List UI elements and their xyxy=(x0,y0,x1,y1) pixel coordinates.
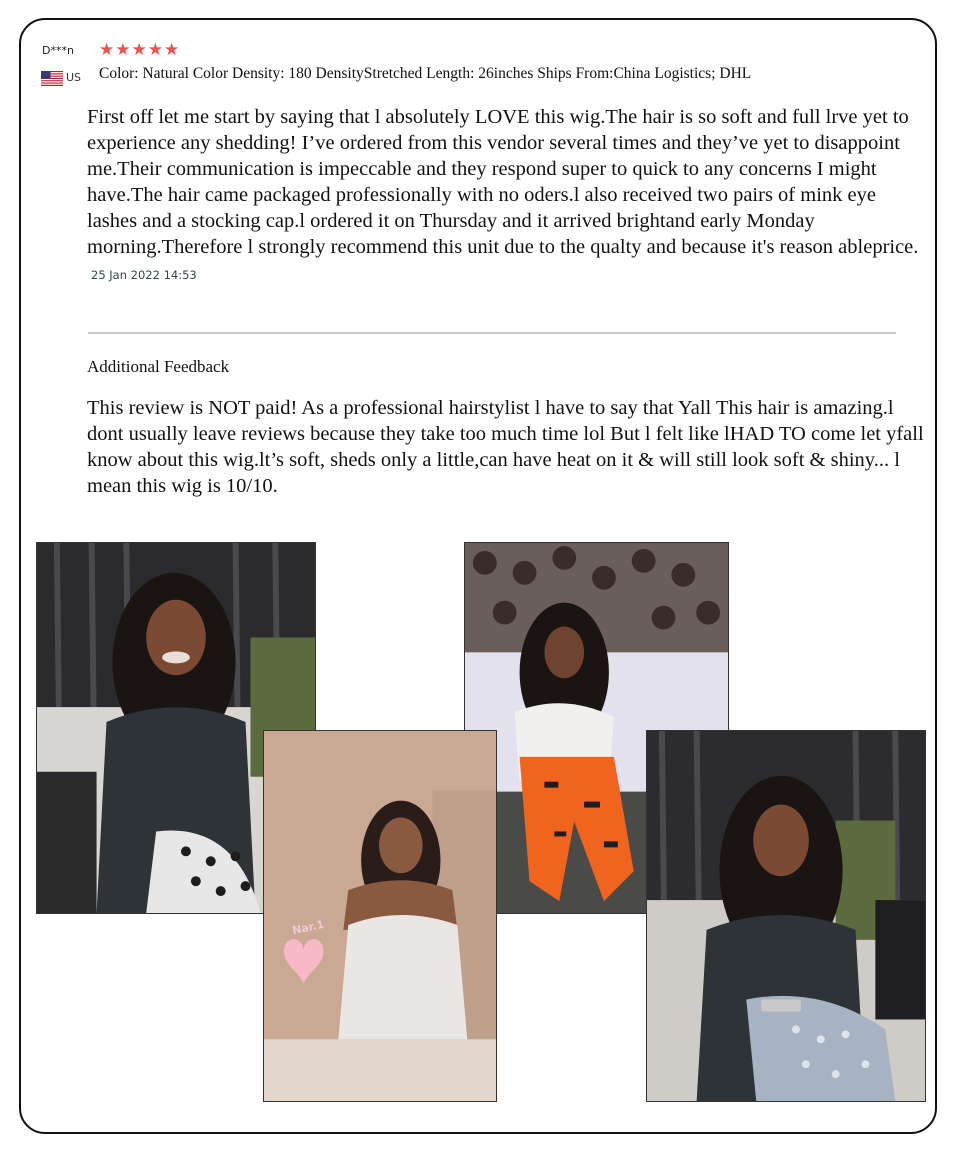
star-icon: ★ xyxy=(115,40,131,60)
photo-sticker-text: Nar.1 xyxy=(291,917,326,938)
review-text: First off let me start by saying that l absolutely LOVE this wig.The hair is so soft and full lrve yet to experience any shedding! I’ve ordered from this vendor several times and they’ve yet to disappoint me.Their communication is impeccable and they respond super to quick to any concerns I might have.The hair came packaged professionally with no oders.l also received two pairs of mink eye lashes and a stocking cap.l ordered it on Thursday and it arrived brightand early Monday morning.Therefore l strongly recommend this unit due to the qualty and because it's reason ableprice. xyxy=(87,106,919,258)
review-photo[interactable] xyxy=(646,730,926,1102)
reviewer-name: D***n xyxy=(42,44,74,57)
star-icon: ★ xyxy=(164,40,180,60)
star-rating xyxy=(99,42,179,59)
country-code: US xyxy=(66,71,82,84)
star-icon: ★ xyxy=(131,40,147,60)
additional-feedback-title: Additional Feedback xyxy=(87,357,230,376)
us-flag-icon xyxy=(41,71,63,86)
star-icon: ★ xyxy=(147,40,163,60)
review-photo[interactable] xyxy=(263,730,497,1102)
review-text-block xyxy=(87,104,927,288)
divider xyxy=(88,332,896,334)
additional-feedback-text: This review is NOT paid! As a professional hairstylist l have to say that Yall This hair is amazing.l dont usually leave reviews because they take too much time lol But l felt like lHAD TO come let yfall know about this wig.lt’s soft, sheds only a little,can have heat on it & will still look soft & shiny... l mean this wig is 10/10. xyxy=(87,397,924,497)
review-date: 25 Jan 2022 14:53 xyxy=(91,268,197,282)
star-icon: ★ xyxy=(99,40,115,60)
product-specs: Color: Natural Color Density: 180 DensityStretched Length: 26inches Ships From:China Logistics; DHL xyxy=(99,65,752,82)
